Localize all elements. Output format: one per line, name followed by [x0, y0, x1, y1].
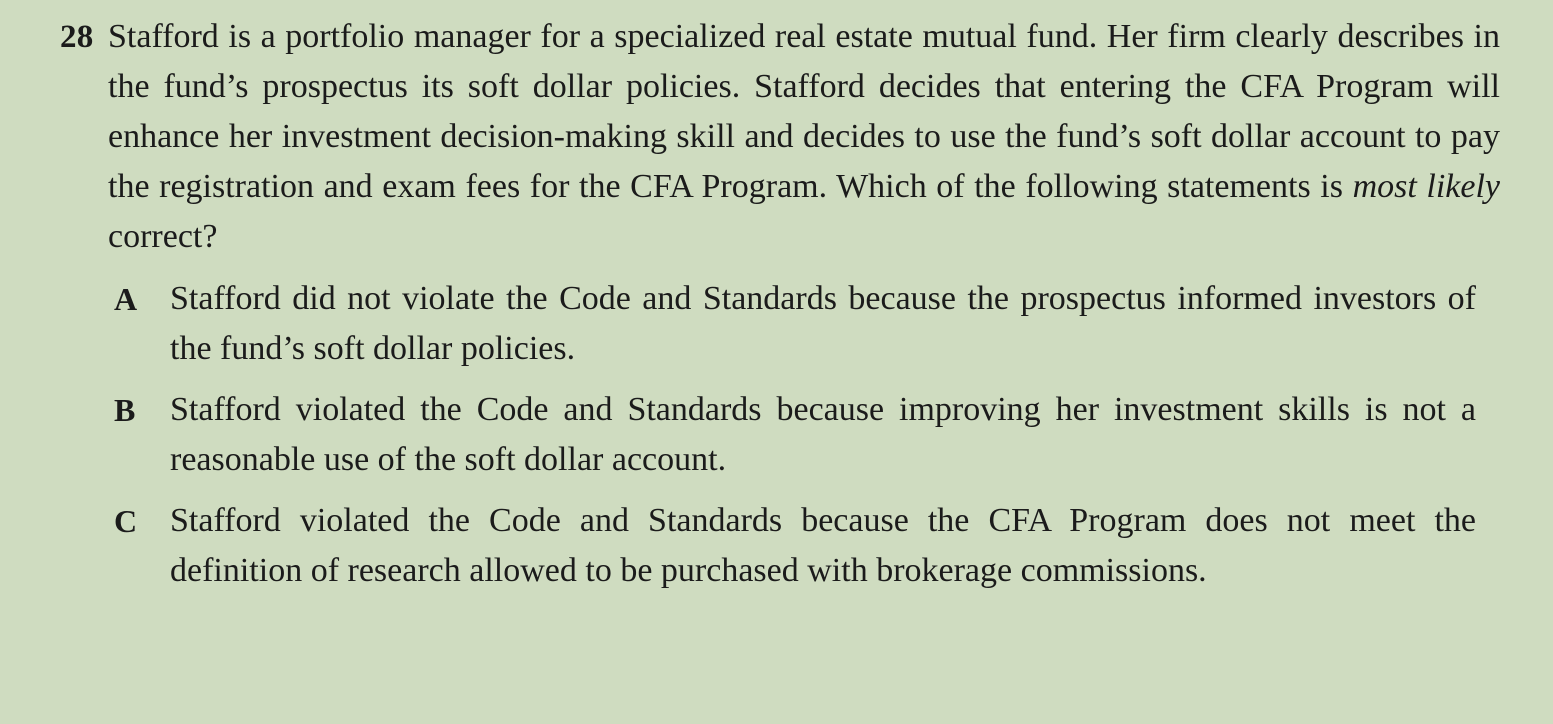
clipped-text-above: [120, 0, 1440, 2]
answer-choice-b-text: Stafford violated the Code and Standards because improving her investment skills is not a reasonable use of the soft dollar account.: [170, 391, 1476, 478]
answer-choice-a-text: Stafford did not violate the Code and Standards because the prospectus informed investors of the fund’s soft dollar policies.: [170, 280, 1476, 367]
answer-choice-c-text: Stafford violated the Code and Standards because the CFA Program does not meet the definition of research allowed to be purchased with brokerage commissions.: [170, 502, 1476, 589]
answer-choice-c-letter: C: [114, 503, 138, 539]
question-stem-part-1: Stafford is a portfolio manager for a specialized real estate mutual fund. Her firm clearly describes in the fund’s prospectus its soft dollar policies. Stafford decides that entering the CFA Program will enhance her investment decision-making skill and decides to use the fund’s soft dollar account to pay the registration and exam fees for the CFA Program. Which of the following statements is: [108, 18, 1500, 205]
question-body: [108, 12, 1500, 607]
question-stem-emphasis: most likely: [1352, 168, 1500, 205]
answer-choice-c[interactable]: [108, 496, 1500, 596]
answer-choice-a[interactable]: [108, 274, 1500, 374]
clipped-text-below: [185, 704, 1445, 724]
answer-choice-b[interactable]: [108, 385, 1500, 485]
answer-choices: [108, 274, 1500, 596]
answer-choice-a-letter: A: [114, 281, 138, 317]
question-28: [60, 12, 1500, 607]
question-number: 28: [60, 19, 94, 55]
question-stem: [108, 12, 1500, 262]
question-stem-part-2: correct?: [108, 218, 218, 255]
answer-choice-b-letter: B: [114, 392, 136, 428]
